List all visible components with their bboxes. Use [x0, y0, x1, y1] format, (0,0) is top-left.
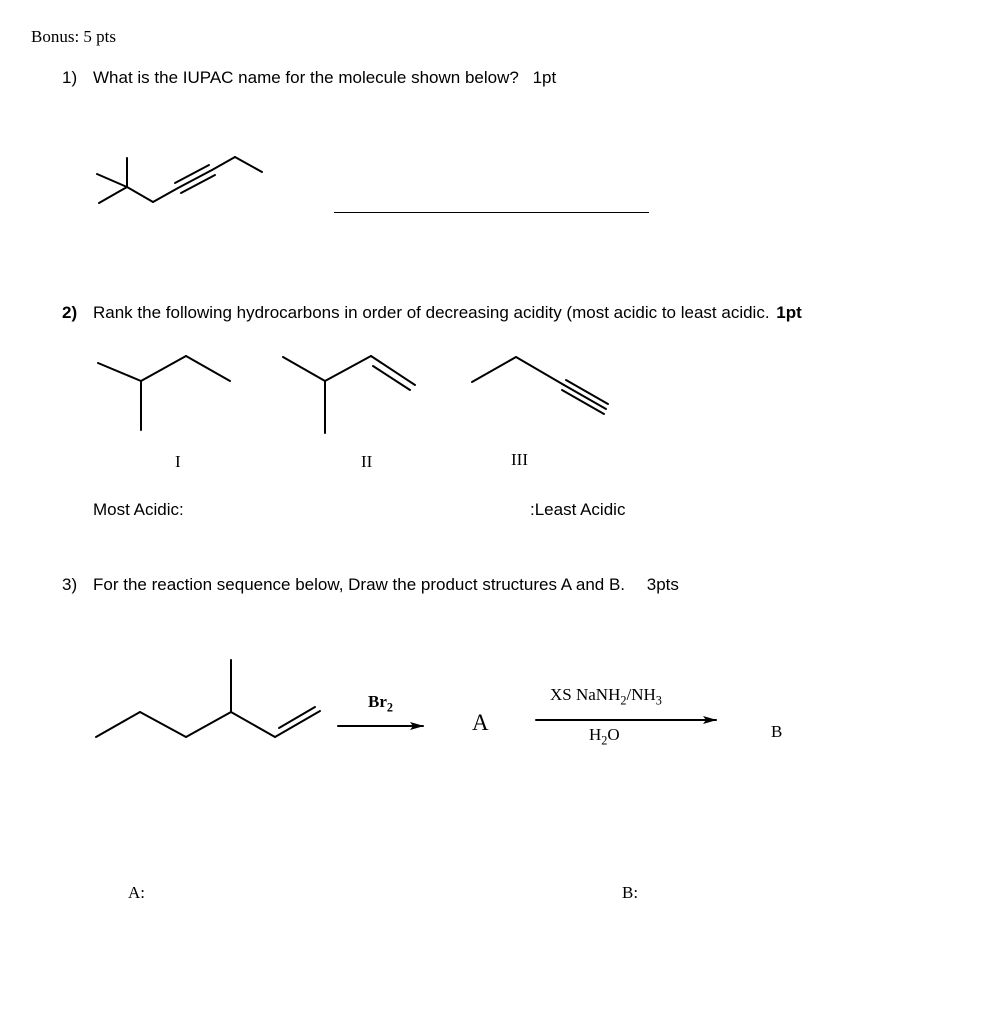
- label-ii: II: [361, 452, 373, 471]
- reagent-br2-text: Br: [368, 692, 387, 711]
- reagent-br2: [368, 692, 394, 715]
- answer-b-label: B:: [622, 883, 639, 902]
- reagent-nh3-subscript: 3: [655, 693, 662, 708]
- starting-material: [96, 660, 320, 737]
- answer-a-label: A:: [128, 883, 145, 902]
- most-acidic-label: Most Acidic:: [93, 500, 184, 519]
- reagent-nh3-text: /NH: [626, 685, 656, 704]
- question-3-text: For the reaction sequence below, Draw the product structures A and B.: [93, 575, 626, 594]
- question-3-points: 3pts: [646, 575, 679, 594]
- least-acidic-label: :Least Acidic: [530, 500, 626, 519]
- reagent-h2o-subscript: 2: [601, 733, 608, 748]
- product-b: B: [771, 722, 783, 741]
- page-title: Bonus: 5 pts: [31, 27, 117, 46]
- question-2-text: Rank the following hydrocarbons in order of decreasing acidity (most acidic to least acidic.: [93, 303, 770, 322]
- intermediate-a: A: [472, 710, 489, 735]
- label-i: I: [175, 452, 181, 471]
- question-3-number: 3): [62, 575, 78, 594]
- reagent-h2o-o: O: [607, 725, 620, 744]
- reagent-h2o: [589, 725, 620, 748]
- reagent-nanh2-text: XS NaNH: [550, 685, 621, 704]
- label-iii: III: [511, 450, 528, 469]
- question-1-points: 1pt: [532, 68, 557, 87]
- question-1-number: 1): [62, 68, 78, 87]
- reagent-br2-subscript: 2: [386, 700, 394, 715]
- reagent-h2o-h: H: [589, 725, 602, 744]
- reagent-nanh2-subscript: 2: [620, 693, 627, 708]
- question-2-number: 2): [62, 303, 78, 322]
- reagent-nanh2: [550, 685, 662, 708]
- question-2-points: 1pt: [776, 303, 802, 322]
- question-1-text: What is the IUPAC name for the molecule shown below?: [93, 68, 519, 87]
